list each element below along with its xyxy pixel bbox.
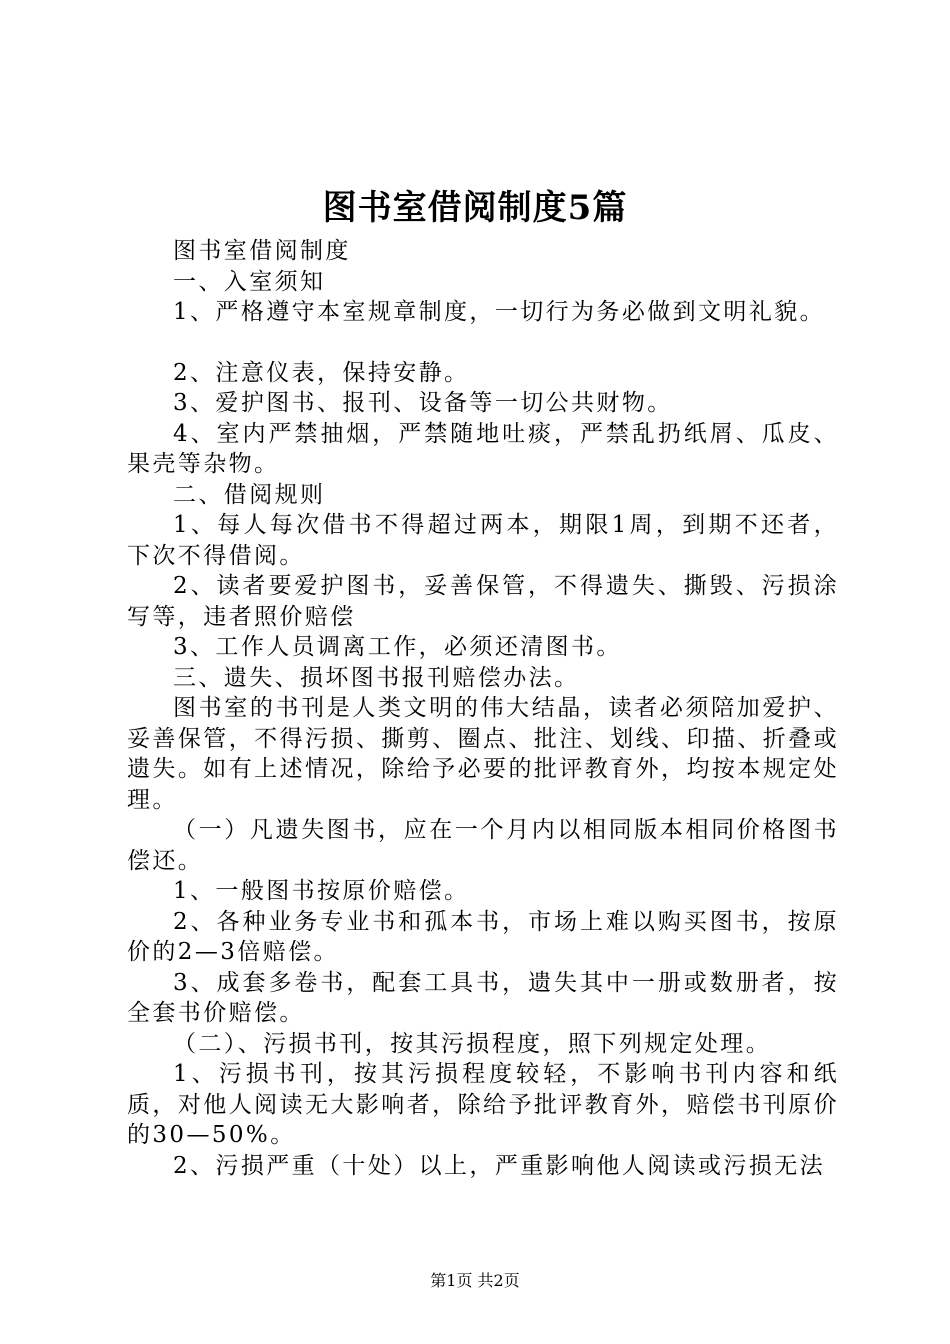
- paragraph: 3、爱护图书、报刊、设备等一切公共财物。: [173, 390, 673, 416]
- paragraph: 1、污损书刊，按其污损程度较轻，不影响书刊内容和纸质，对他人阅读无大影响者，除给予批评教育外，赔偿书刊原价的30—50%。: [127, 1061, 839, 1148]
- paragraph: 3、工作人员调离工作，必须还清图书。: [173, 634, 622, 660]
- paragraph: 2、读者要爱护图书，妥善保管，不得遗失、撕毁、污损涂写等，违者照价赔偿: [127, 573, 839, 630]
- document-body: [127, 236, 839, 1181]
- paragraph: 1、一般图书按原价赔偿。: [173, 878, 470, 904]
- page-number-footer: 第1页 共2页: [430, 1271, 520, 1290]
- paragraph: 3、成套多卷书，配套工具书，遗失其中一册或数册者，按全套书价赔偿。: [127, 969, 839, 1026]
- paragraph: 图书室借阅制度: [173, 238, 351, 264]
- paragraph: 1、严格遵守本室规章制度，一切行为务必做到文明礼貌。: [173, 299, 826, 325]
- paragraph: 一、入室须知: [173, 268, 326, 295]
- paragraph: 图书室的书刊是人类文明的伟大结晶，读者必须陪加爱护、妥善保管，不得污损、撕剪、圈点、批注、划线、印描、折叠或遗失。如有上述情况，除给予必要的批评教育外，均按本规定处理。: [127, 695, 839, 813]
- paragraph: 2、注意仪表，保持安静。: [173, 359, 470, 386]
- paragraph: （二）、污损书刊，按其污损程度，照下列规定处理。: [173, 1030, 772, 1057]
- paragraph: 二、借阅规则: [173, 481, 326, 508]
- paragraph: 4、室内严禁抽烟，严禁随地吐痰，严禁乱扔纸屑、瓜皮、果壳等杂物。: [127, 420, 839, 477]
- paragraph: （一）凡遗失图书，应在一个月内以相同版本相同价格图书偿还。: [127, 817, 839, 874]
- paragraph: 2、各种业务专业书和孤本书，市场上难以购买图书，按原价的2—3倍赔偿。: [127, 908, 839, 965]
- paragraph: 1、每人每次借书不得超过两本，期限1周，到期不还者，下次不得借阅。: [127, 512, 839, 569]
- paragraph: 三、遗失、损坏图书报刊赔偿办法。: [173, 664, 580, 691]
- paragraph: 2、污损严重（十处）以上，严重影响他人阅读或污损无法: [173, 1152, 826, 1179]
- page-title: 图书室借阅制度5篇: [322, 188, 628, 228]
